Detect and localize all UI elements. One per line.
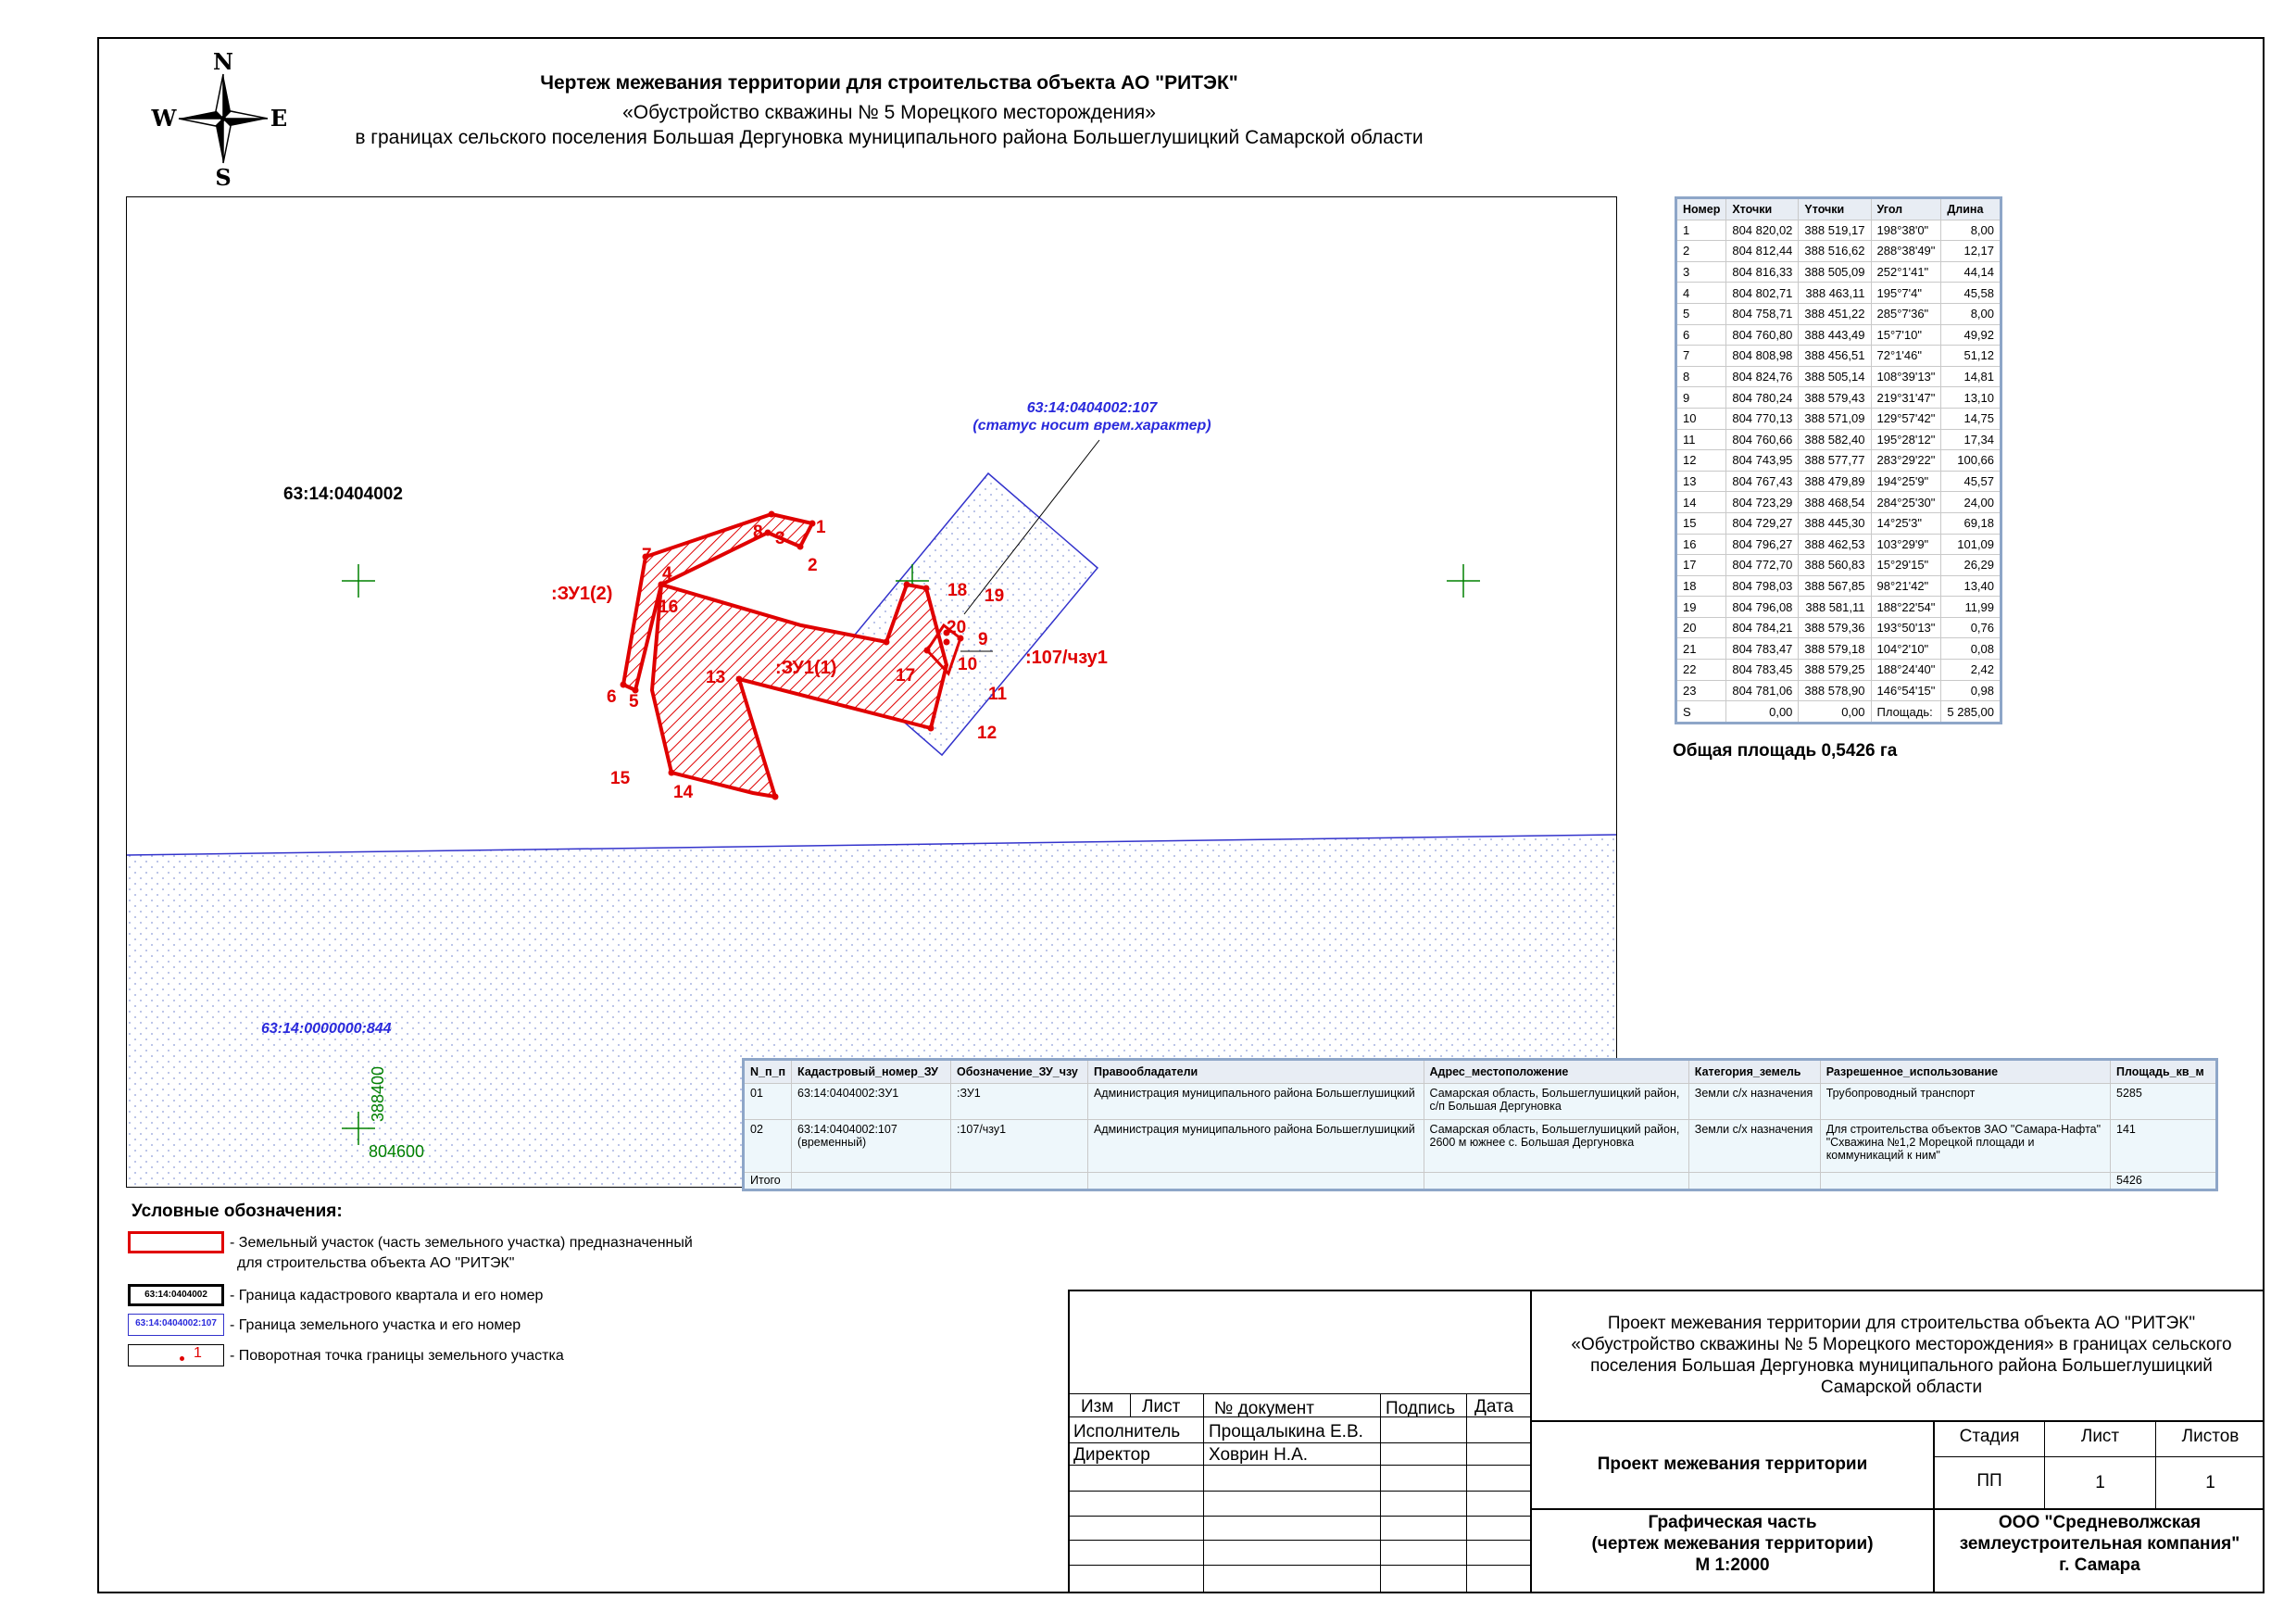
coords-cell: 388 560,83 (1799, 555, 1871, 576)
coords-row (1676, 597, 2001, 618)
coords-row (1676, 575, 2001, 597)
legend-swatch-boundary: 63:14:0404002:107 (128, 1314, 224, 1336)
coords-cell: 198°38'0" (1871, 220, 1941, 241)
coords-cell: 388 516,62 (1799, 241, 1871, 262)
coords-row (1676, 680, 2001, 701)
coords-cell: 13,40 (1941, 575, 2001, 597)
attr-header-cell: Правообладатели (1087, 1060, 1424, 1084)
coords-cell: 0,00 (1726, 701, 1799, 724)
coords-row (1676, 638, 2001, 660)
zu1-2-label: :ЗУ1(2) (551, 584, 613, 604)
coords-cell: 24,00 (1941, 492, 2001, 513)
coords-cell: 8,00 (1941, 220, 2001, 241)
coords-cell: 388 579,43 (1799, 387, 1871, 409)
coords-cell: 51,12 (1941, 346, 2001, 367)
attr-total-value: 5426 (2111, 1173, 2217, 1190)
stamp-part-line3: М 1:2000 (1695, 1555, 1770, 1575)
coords-cell: 12,17 (1941, 241, 2001, 262)
coords-cell: 804 816,33 (1726, 261, 1799, 283)
stamp-stage-value: ПП (1976, 1471, 2002, 1491)
coords-cell: 804 772,70 (1726, 555, 1799, 576)
point-label-17: 17 (896, 666, 916, 686)
coords-cell: 0,00 (1799, 701, 1871, 724)
coords-cell: 804 796,27 (1726, 534, 1799, 555)
coords-cell: 3 (1676, 261, 1726, 283)
coords-cell: 7 (1676, 346, 1726, 367)
coords-cell: 44,14 (1941, 261, 2001, 283)
compass-e: E (270, 105, 288, 132)
coords-cell: 2,42 (1941, 660, 2001, 681)
attr-header-cell: Категория_земель (1688, 1060, 1820, 1084)
attr-total-empty (1820, 1173, 2110, 1190)
attr-cell: 01 (744, 1084, 792, 1120)
coords-cell: 69,18 (1941, 512, 2001, 534)
stamp-executor-role: Исполнитель (1073, 1422, 1181, 1441)
quarter-label: 63:14:0404002 (283, 485, 403, 504)
coords-row (1676, 324, 2001, 346)
coords-cell: 804 770,13 (1726, 408, 1799, 429)
point-marker-icon (180, 1356, 184, 1361)
coords-cell: 219°31'47" (1871, 387, 1941, 409)
point-label-13: 13 (706, 668, 726, 687)
coords-header-cell: Длина (1941, 198, 2001, 220)
coords-cell: 21 (1676, 638, 1726, 660)
grid-y-label: 388400 (369, 1065, 387, 1122)
grid-x-label: 804600 (369, 1142, 425, 1161)
coords-cell: 388 468,54 (1799, 492, 1871, 513)
stamp-col-doc: № документ (1214, 1399, 1314, 1418)
coords-cell: 388 445,30 (1799, 512, 1871, 534)
point-label-19: 19 (985, 586, 1005, 606)
grid-cross-1 (342, 564, 375, 598)
coords-row (1676, 512, 2001, 534)
coords-cell: 17,34 (1941, 429, 2001, 450)
point-label-3: 3 (775, 529, 785, 548)
coords-row (1676, 283, 2001, 304)
attr-cell: 5285 (2111, 1084, 2217, 1120)
attr-cell: :107/чзу1 (950, 1120, 1087, 1173)
zu1-1-label: :ЗУ1(1) (775, 658, 837, 678)
stamp-sheets-value: 1 (2205, 1473, 2215, 1492)
attr-header-cell: Кадастровый_номер_ЗУ (792, 1060, 951, 1084)
attr-cell: Земли с/х назначения (1688, 1084, 1820, 1120)
stamp-col-izm: Изм (1081, 1397, 1114, 1416)
coords-cell: 388 462,53 (1799, 534, 1871, 555)
coords-cell: 388 579,36 (1799, 617, 1871, 638)
coords-cell: 388 571,09 (1799, 408, 1871, 429)
point-label-11: 11 (988, 685, 1008, 704)
coords-cell: 388 581,11 (1799, 597, 1871, 618)
stamp-sheet-value: 1 (2095, 1473, 2105, 1492)
coords-cell: 252°1'41" (1871, 261, 1941, 283)
coords-cell: 10 (1676, 408, 1726, 429)
attr-cell: 141 (2111, 1120, 2217, 1173)
coords-cell: 804 743,95 (1726, 450, 1799, 472)
attr-cell: :ЗУ1 (950, 1084, 1087, 1120)
attr-cell: Администрация муниципального района Большеглушицкий (1087, 1084, 1424, 1120)
legend-swatch-quarter: 63:14:0404002 (128, 1284, 224, 1306)
coords-cell: 188°22'54" (1871, 597, 1941, 618)
coords-cell: 1 (1676, 220, 1726, 241)
lower-parcel-label: 63:14:0000000:844 (261, 1021, 392, 1037)
parcel-attributes-table (742, 1058, 2218, 1191)
point-label-10: 10 (958, 655, 978, 674)
attr-cell: Администрация муниципального района Большеглушицкий (1087, 1120, 1424, 1173)
title-block (1068, 1290, 2265, 1593)
coords-header-cell: Номер (1676, 198, 1726, 220)
coords-cell: 100,66 (1941, 450, 2001, 472)
attr-total-row (744, 1173, 2217, 1190)
coords-cell: 804 767,43 (1726, 471, 1799, 492)
coords-cell: Площадь: (1871, 701, 1941, 724)
coords-cell: 0,98 (1941, 680, 2001, 701)
point-label-7: 7 (642, 546, 652, 565)
stamp-part-line1: Графическая часть (1648, 1513, 1817, 1532)
coords-cell: 6 (1676, 324, 1726, 346)
coords-row (1676, 701, 2001, 724)
coords-cell: 388 582,40 (1799, 429, 1871, 450)
coords-cell: 129°57'42" (1871, 408, 1941, 429)
coords-cell: 22 (1676, 660, 1726, 681)
attr-cell: 63:14:0404002:ЗУ1 (792, 1084, 951, 1120)
coords-cell: 283°29'22" (1871, 450, 1941, 472)
attr-total-label: Итого (744, 1173, 792, 1190)
coords-cell: 15 (1676, 512, 1726, 534)
point-label-14: 14 (673, 783, 694, 802)
point-label-20: 20 (947, 618, 967, 637)
coordinates-table (1675, 196, 2002, 724)
legend-title: Условные обозначения: (132, 1202, 343, 1221)
point-label-1: 1 (816, 518, 826, 537)
coords-cell: 23 (1676, 680, 1726, 701)
coords-cell: 188°24'40" (1871, 660, 1941, 681)
coords-cell: 13,10 (1941, 387, 2001, 409)
coords-cell: 18 (1676, 575, 1726, 597)
coords-cell: 20 (1676, 617, 1726, 638)
coords-row (1676, 366, 2001, 387)
stamp-executor-name: Прощалыкина Е.В. (1209, 1422, 1363, 1441)
coords-cell: 804 729,27 (1726, 512, 1799, 534)
coords-cell: 4 (1676, 283, 1726, 304)
stamp-graphic-part (1532, 1512, 1933, 1576)
coords-cell: 15°29'15" (1871, 555, 1941, 576)
point-label-2: 2 (808, 556, 818, 575)
coords-cell: 288°38'49" (1871, 241, 1941, 262)
compass-s: S (215, 164, 232, 191)
coords-cell: 804 783,47 (1726, 638, 1799, 660)
coords-cell: 388 567,85 (1799, 575, 1871, 597)
stamp-col-sign: Подпись (1386, 1399, 1456, 1418)
coords-cell: 804 784,21 (1726, 617, 1799, 638)
coords-cell: 11 (1676, 429, 1726, 450)
coords-cell: 388 456,51 (1799, 346, 1871, 367)
coords-cell: 804 812,44 (1726, 241, 1799, 262)
coords-row (1676, 660, 2001, 681)
coords-cell: 804 760,66 (1726, 429, 1799, 450)
attr-header-cell: Адрес_местоположение (1424, 1060, 1688, 1084)
stamp-sheets-label: Листов (2181, 1427, 2240, 1446)
coords-cell: 804 781,06 (1726, 680, 1799, 701)
coords-cell: 5 285,00 (1941, 701, 2001, 724)
drawing-title-line-1: Чертеж межевания территории для строительства объекта АО "РИТЭК" (540, 72, 1238, 94)
coords-cell: 5 (1676, 303, 1726, 324)
coords-row (1676, 261, 2001, 283)
coords-cell: 17 (1676, 555, 1726, 576)
coords-cell: 804 798,03 (1726, 575, 1799, 597)
stamp-organization (1935, 1512, 2265, 1576)
drawing-title-line-3: в границах сельского поселения Большая Дергуновка муниципального района Большеглушицкий Самарской области (355, 127, 1424, 148)
coords-cell: 13 (1676, 471, 1726, 492)
coords-cell: 195°28'12" (1871, 429, 1941, 450)
coords-cell: 804 758,71 (1726, 303, 1799, 324)
grid-cross-3 (1447, 564, 1480, 598)
coords-row (1676, 241, 2001, 262)
coords-cell: 388 519,17 (1799, 220, 1871, 241)
coords-cell: 388 443,49 (1799, 324, 1871, 346)
coords-cell: 804 760,80 (1726, 324, 1799, 346)
coords-cell: 804 796,08 (1726, 597, 1799, 618)
point-label-6: 6 (607, 687, 617, 707)
attr-row (744, 1120, 2217, 1173)
stamp-col-list: Лист (1142, 1397, 1181, 1416)
stamp-director-name: Ховрин Н.А. (1209, 1445, 1309, 1465)
point-label-4: 4 (662, 564, 672, 584)
point-label-9: 9 (978, 630, 988, 649)
attr-row (744, 1084, 2217, 1120)
coords-header-cell: Xточки (1726, 198, 1799, 220)
map-view[interactable] (126, 196, 1617, 1188)
coords-cell: 26,29 (1941, 555, 2001, 576)
coords-cell: 108°39'13" (1871, 366, 1941, 387)
point-label-12: 12 (977, 724, 997, 743)
compass-w: W (151, 105, 177, 132)
coords-header-cell: Yточки (1799, 198, 1871, 220)
coords-row (1676, 555, 2001, 576)
coords-cell: 388 451,22 (1799, 303, 1871, 324)
coords-cell: 72°1'46" (1871, 346, 1941, 367)
coords-cell: 388 579,18 (1799, 638, 1871, 660)
coords-row (1676, 617, 2001, 638)
coords-cell: 388 577,77 (1799, 450, 1871, 472)
coords-cell: 14,75 (1941, 408, 2001, 429)
parcel-107-status: (статус носит врем.характер) (972, 418, 1211, 434)
coords-cell: 146°54'15" (1871, 680, 1941, 701)
attr-cell: Земли с/х назначения (1688, 1120, 1820, 1173)
stamp-org-line3: г. Самара (2059, 1555, 2140, 1575)
coords-cell: 98°21'42" (1871, 575, 1941, 597)
coords-cell: 195°7'4" (1871, 283, 1941, 304)
point-label-16: 16 (659, 598, 679, 617)
coords-cell: 14 (1676, 492, 1726, 513)
point-label-18: 18 (947, 581, 968, 600)
coords-cell: 8,00 (1941, 303, 2001, 324)
attr-header-cell: Обозначение_ЗУ_чзу (950, 1060, 1087, 1084)
attr-total-empty (1087, 1173, 1424, 1190)
coords-cell: 804 723,29 (1726, 492, 1799, 513)
coords-cell: 804 783,45 (1726, 660, 1799, 681)
coords-row (1676, 534, 2001, 555)
stamp-org-line2: землеустроительная компания" (1959, 1534, 2240, 1554)
coords-row (1676, 429, 2001, 450)
attr-cell: Для строительства объектов ЗАО "Самара-Нафта" "Схважина №1,2 Морецкой площади и коммуникаций к ним" (1820, 1120, 2110, 1173)
coords-cell: 12 (1676, 450, 1726, 472)
legend-item1-line2: для строительства объекта АО "РИТЭК" (237, 1255, 515, 1271)
stamp-stage-label: Стадия (1959, 1427, 2020, 1446)
legend-item1-line1: - Земельный участок (часть земельного участка) предназначенный (230, 1235, 693, 1251)
legend-swatch-parcel (128, 1231, 224, 1253)
stamp-project-title: Проект межевания территории для строительства объекта АО "РИТЭК" «Обустройство скважины № 5 Морецкого месторождения» в границах сельского поселения Большая Дергуновка муниципального района Большеглушицкий Самарской области (1571, 1314, 2232, 1397)
coords-cell: 14,81 (1941, 366, 2001, 387)
attr-total-empty (792, 1173, 951, 1190)
coords-cell: 284°25'30" (1871, 492, 1941, 513)
coords-row (1676, 450, 2001, 472)
coords-cell: 103°29'9" (1871, 534, 1941, 555)
point-label-5: 5 (629, 692, 639, 711)
coords-row (1676, 346, 2001, 367)
legend-point-number: 1 (194, 1345, 202, 1361)
coords-cell: 388 579,25 (1799, 660, 1871, 681)
attr-cell: Трубопроводный транспорт (1820, 1084, 2110, 1120)
coords-cell: 49,92 (1941, 324, 2001, 346)
coords-cell: 45,58 (1941, 283, 2001, 304)
coords-cell: 8 (1676, 366, 1726, 387)
coords-cell: S (1676, 701, 1726, 724)
stamp-sheet-label: Лист (2080, 1427, 2120, 1446)
coords-row (1676, 220, 2001, 241)
coords-cell: 804 820,02 (1726, 220, 1799, 241)
chzu1-label: :107/чзу1 (1025, 648, 1108, 668)
coords-row (1676, 387, 2001, 409)
stamp-col-date: Дата (1474, 1397, 1514, 1416)
coords-cell: 0,08 (1941, 638, 2001, 660)
attr-header-cell: Разрешенное_использование (1820, 1060, 2110, 1084)
stamp-director-role: Директор (1073, 1445, 1150, 1465)
stamp-part-line2: (чертеж межевания территории) (1591, 1534, 1874, 1554)
coords-row (1676, 471, 2001, 492)
coords-cell: 11,99 (1941, 597, 2001, 618)
legend-item4-text: - Поворотная точка границы земельного участка (230, 1348, 564, 1364)
attr-cell: Самарская область, Большеглушицкий район, 2600 м южнее с. Большая Дергуновка (1424, 1120, 1688, 1173)
point-label-8: 8 (753, 522, 763, 542)
legend-item3-text: - Граница земельного участка и его номер (230, 1317, 521, 1333)
coords-cell: 194°25'9" (1871, 471, 1941, 492)
attr-header-cell: Площадь_кв_м (2111, 1060, 2217, 1084)
coords-row (1676, 303, 2001, 324)
point-label-15: 15 (610, 769, 631, 788)
parcel-107-label: 63:14:0404002:107 (1026, 400, 1158, 416)
coords-cell: 16 (1676, 534, 1726, 555)
coords-cell: 388 463,11 (1799, 283, 1871, 304)
attr-cell: 63:14:0404002:107 (временный) (792, 1120, 951, 1173)
coords-cell: 804 780,24 (1726, 387, 1799, 409)
coords-cell: 104°2'10" (1871, 638, 1941, 660)
coords-cell: 285°7'36" (1871, 303, 1941, 324)
coords-cell: 14°25'3" (1871, 512, 1941, 534)
attr-cell: 02 (744, 1120, 792, 1173)
coords-cell: 388 505,14 (1799, 366, 1871, 387)
parcel-zu1-1[interactable] (652, 585, 947, 797)
legend-swatch-point (128, 1344, 224, 1366)
coords-row (1676, 408, 2001, 429)
stamp-org-line1: ООО "Средневолжская (1998, 1513, 2202, 1532)
attr-cell: Самарская область, Большеглушицкий район, с/п Большая Дергуновка (1424, 1084, 1688, 1120)
attr-total-empty (1424, 1173, 1688, 1190)
attr-header-cell: N_п_п (744, 1060, 792, 1084)
coords-cell: 388 505,09 (1799, 261, 1871, 283)
drawing-title-line-2: «Обустройство скважины № 5 Морецкого месторождения» (622, 102, 1156, 123)
coords-cell: 15°7'10" (1871, 324, 1941, 346)
coords-cell: 804 802,71 (1726, 283, 1799, 304)
coords-cell: 804 824,76 (1726, 366, 1799, 387)
compass-n: N (213, 48, 233, 75)
stamp-sheet-title: Проект межевания территории (1597, 1454, 1868, 1474)
coords-cell: 101,09 (1941, 534, 2001, 555)
attr-total-empty (1688, 1173, 1820, 1190)
coords-row (1676, 492, 2001, 513)
coords-cell: 2 (1676, 241, 1726, 262)
coords-cell: 193°50'13" (1871, 617, 1941, 638)
total-area: Общая площадь 0,5426 га (1673, 741, 1898, 761)
coords-header-cell: Угол (1871, 198, 1941, 220)
legend-item2-text: - Граница кадастрового квартала и его номер (230, 1288, 544, 1303)
coords-cell: 804 808,98 (1726, 346, 1799, 367)
coords-cell: 19 (1676, 597, 1726, 618)
coords-cell: 45,57 (1941, 471, 2001, 492)
coords-cell: 0,76 (1941, 617, 2001, 638)
coords-cell: 388 479,89 (1799, 471, 1871, 492)
coords-cell: 9 (1676, 387, 1726, 409)
attr-total-empty (950, 1173, 1087, 1190)
coords-cell: 388 578,90 (1799, 680, 1871, 701)
